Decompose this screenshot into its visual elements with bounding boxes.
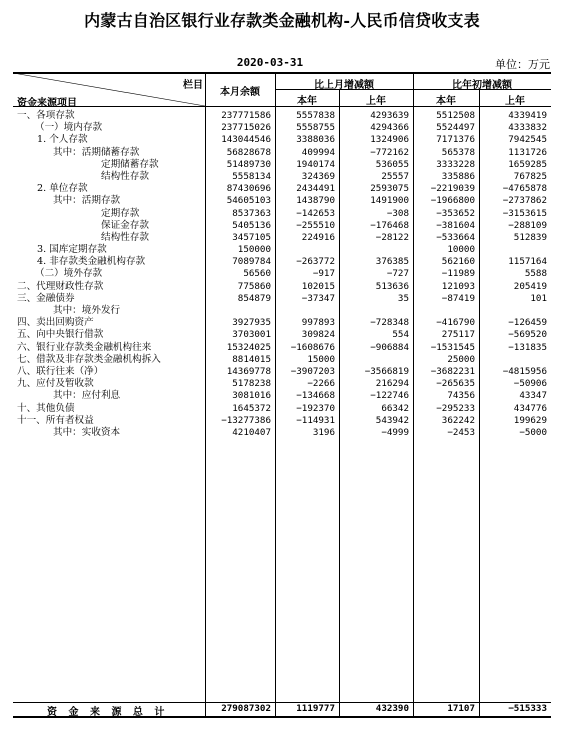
cell-ytd-this-year: −353652: [436, 207, 475, 219]
cell-balance: 1645372: [232, 402, 271, 414]
table-row: [13, 232, 551, 244]
cell-ytd-last-year: −131835: [508, 341, 547, 353]
row-label: 其中：活期储蓄存款: [53, 146, 140, 158]
cell-ytd-last-year: −4765878: [502, 183, 547, 195]
cell-balance: 5178238: [232, 378, 271, 390]
cell-month-this-year: 3196: [312, 426, 335, 438]
cell-balance: 237715026: [221, 122, 271, 134]
row-label: 二、代理财政性存款: [17, 280, 104, 292]
total-month-last-year: 432390: [375, 703, 409, 714]
cell-balance: 143044546: [221, 134, 271, 146]
cell-month-this-year: 3388036: [296, 134, 335, 146]
cell-month-this-year: 1438790: [296, 195, 335, 207]
row-label: 3. 国库定期存款: [37, 244, 107, 256]
row-label: 五、向中央银行借款: [17, 329, 104, 341]
cell-balance: −13277386: [221, 414, 271, 426]
cell-ytd-last-year: −569520: [508, 329, 547, 341]
total-label: 资 金 来 源 总 计: [47, 707, 169, 718]
cell-month-last-year: −728348: [370, 317, 409, 329]
cell-month-this-year: 2434491: [296, 183, 335, 195]
table-row: [13, 159, 551, 171]
table-body: [13, 110, 551, 439]
cell-balance: 54605103: [226, 195, 271, 207]
table-row: [13, 415, 551, 427]
cell-month-last-year: 216294: [375, 378, 409, 390]
cell-balance: 775860: [237, 280, 271, 292]
cell-ytd-last-year: 199629: [513, 414, 547, 426]
cell-ytd-last-year: 1659285: [508, 158, 547, 170]
cell-month-this-year: 309824: [301, 329, 335, 341]
table-row: [13, 427, 551, 439]
row-label: 1. 个人存款: [37, 134, 88, 146]
cell-ytd-this-year: −87419: [441, 292, 475, 304]
row-label: 2. 单位存款: [37, 183, 88, 195]
row-label: 十、其他负债: [17, 402, 75, 414]
cell-ytd-last-year: −5000: [519, 426, 547, 438]
cell-month-last-year: 4294366: [370, 122, 409, 134]
total-month-this-year: 1119777: [296, 703, 335, 714]
cell-ytd-last-year: 5588: [524, 268, 547, 280]
table-row: [13, 305, 551, 317]
cell-ytd-last-year: −288109: [508, 219, 547, 231]
cell-ytd-last-year: 101: [530, 292, 547, 304]
cell-month-last-year: 543942: [375, 414, 409, 426]
row-label: 九、应付及暂收款: [17, 378, 94, 390]
cell-month-this-year: −114931: [296, 414, 335, 426]
cell-month-last-year: 536055: [375, 158, 409, 170]
cell-balance: 14369778: [226, 365, 271, 377]
cell-ytd-last-year: 1131726: [508, 146, 547, 158]
cell-ytd-last-year: 434776: [513, 402, 547, 414]
table-row: [13, 134, 551, 146]
cell-month-last-year: 4293639: [370, 110, 409, 121]
total-row: [13, 703, 551, 717]
cell-month-last-year: 513636: [375, 280, 409, 292]
cell-month-last-year: −4999: [381, 426, 409, 438]
cell-month-last-year: 25557: [381, 170, 409, 182]
cell-ytd-this-year: −2453: [447, 426, 475, 438]
cell-ytd-this-year: 74356: [447, 390, 475, 402]
row-label: 定期存款: [101, 207, 140, 219]
header-col-label-top: 栏目: [183, 80, 203, 91]
table-row: [13, 171, 551, 183]
cell-balance: 5405136: [232, 219, 271, 231]
cell-ytd-last-year: 767825: [513, 170, 547, 182]
cell-month-last-year: −772162: [370, 146, 409, 158]
cell-month-this-year: −2266: [307, 378, 335, 390]
header-last-year-1: 上年: [366, 96, 386, 107]
cell-ytd-last-year: 43347: [519, 390, 547, 402]
table-row: [13, 293, 551, 305]
cell-balance: 854879: [237, 292, 271, 304]
cell-ytd-this-year: 362242: [441, 414, 475, 426]
unit-label: 单位：万元: [495, 58, 550, 71]
row-label: 结构性存款: [101, 231, 149, 243]
table-row: [13, 390, 551, 402]
cell-balance: 7089784: [232, 256, 271, 268]
cell-ytd-last-year: −2737862: [502, 195, 547, 207]
cell-ytd-this-year: −2219039: [430, 183, 475, 195]
header-this-year-2: 本年: [436, 96, 456, 107]
header-col-label-bottom: 资金来源项目: [17, 98, 77, 109]
credit-table: [13, 72, 551, 718]
report-date: 2020-03-31: [236, 56, 304, 69]
row-label: （一）境内存款: [35, 122, 103, 134]
cell-month-last-year: −28122: [375, 231, 409, 243]
cell-month-this-year: −263772: [296, 256, 335, 268]
cell-balance: 8814015: [232, 353, 271, 365]
row-label: 其中：活期存款: [53, 195, 121, 207]
cell-month-this-year: −1608676: [290, 341, 335, 353]
cell-ytd-this-year: −381604: [436, 219, 475, 231]
cell-month-this-year: −37347: [301, 292, 335, 304]
cell-ytd-this-year: 3333228: [436, 158, 475, 170]
total-balance: 279087302: [221, 703, 271, 714]
table-row: [13, 342, 551, 354]
cell-ytd-last-year: 7942545: [508, 134, 547, 146]
cell-balance: 3927935: [232, 317, 271, 329]
cell-month-this-year: −255510: [296, 219, 335, 231]
row-label: 4. 非存款类金融机构存款: [37, 256, 146, 268]
cell-balance: 8537363: [232, 207, 271, 219]
row-label: 定期储蓄存款: [101, 158, 159, 170]
table-row: [13, 268, 551, 280]
cell-month-last-year: 1491900: [370, 195, 409, 207]
cell-balance: 3457105: [232, 231, 271, 243]
table-row: [13, 244, 551, 256]
cell-month-last-year: −308: [386, 207, 409, 219]
cell-balance: 56828678: [226, 146, 271, 158]
row-label: 结构性存款: [101, 170, 149, 182]
cell-month-last-year: 66342: [381, 402, 409, 414]
cell-month-last-year: −3566819: [364, 365, 409, 377]
cell-ytd-this-year: 565378: [441, 146, 475, 158]
cell-balance: 51489730: [226, 158, 271, 170]
cell-month-last-year: 554: [392, 329, 409, 341]
cell-month-last-year: 1324906: [370, 134, 409, 146]
cell-ytd-last-year: −50906: [513, 378, 547, 390]
table-row: [13, 317, 551, 329]
row-label: 其中：实收资本: [53, 426, 121, 438]
cell-month-this-year: 324369: [301, 170, 335, 182]
cell-balance: 3081016: [232, 390, 271, 402]
cell-month-last-year: −122746: [370, 390, 409, 402]
cell-month-this-year: −134668: [296, 390, 335, 402]
table-row: [13, 208, 551, 220]
table-row: [13, 281, 551, 293]
cell-ytd-this-year: 562160: [441, 256, 475, 268]
cell-ytd-last-year: −3153615: [502, 207, 547, 219]
row-label: 十一、所有者权益: [17, 414, 94, 426]
cell-month-this-year: 102015: [301, 280, 335, 292]
total-ytd-this-year: 17107: [447, 703, 475, 714]
cell-ytd-this-year: 5524497: [436, 122, 475, 134]
cell-ytd-this-year: 10000: [447, 244, 475, 256]
cell-ytd-last-year: 4339419: [508, 110, 547, 121]
cell-ytd-this-year: 335886: [441, 170, 475, 182]
cell-month-this-year: 224916: [301, 231, 335, 243]
cell-ytd-this-year: 7171376: [436, 134, 475, 146]
cell-month-this-year: 409994: [301, 146, 335, 158]
header-balance: 本月余额: [220, 87, 260, 98]
cell-month-this-year: −192370: [296, 402, 335, 414]
cell-balance: 56560: [243, 268, 271, 280]
cell-month-this-year: −917: [312, 268, 335, 280]
table-row: [13, 256, 551, 268]
cell-balance: 150000: [237, 244, 271, 256]
table-row: [13, 195, 551, 207]
row-label: 一、各项存款: [17, 110, 75, 121]
cell-month-last-year: −176468: [370, 219, 409, 231]
total-ytd-last-year: −515333: [508, 703, 547, 714]
table-row: [13, 403, 551, 415]
cell-ytd-last-year: 512839: [513, 231, 547, 243]
cell-ytd-this-year: −1966800: [430, 195, 475, 207]
cell-month-last-year: 35: [397, 292, 409, 304]
header-this-year-1: 本年: [297, 96, 317, 107]
header-vs-last-month: 比上月增减额: [314, 80, 374, 91]
header-vs-year-start: 比年初增减额: [452, 80, 512, 91]
cell-ytd-this-year: −265635: [436, 378, 475, 390]
cell-month-this-year: 5557838: [296, 110, 335, 121]
page-title: 内蒙古自治区银行业存款类金融机构-人民币信贷收支表: [84, 11, 480, 30]
cell-balance: 15324025: [226, 341, 271, 353]
row-label: 四、卖出回购资产: [17, 317, 94, 329]
cell-month-last-year: −727: [386, 268, 409, 280]
cell-ytd-this-year: 275117: [441, 329, 475, 341]
table-row: [13, 354, 551, 366]
row-label: （二）境外存款: [35, 268, 103, 280]
cell-ytd-this-year: −3682231: [430, 365, 475, 377]
cell-month-this-year: −142653: [296, 207, 335, 219]
cell-balance: 3703001: [232, 329, 271, 341]
row-label: 六、银行业存款类金融机构往来: [17, 341, 152, 353]
table-row: [13, 122, 551, 134]
cell-ytd-this-year: −11989: [441, 268, 475, 280]
cell-ytd-this-year: 121093: [441, 280, 475, 292]
cell-month-last-year: −906884: [370, 341, 409, 353]
cell-month-this-year: 5558755: [296, 122, 335, 134]
cell-ytd-this-year: −416790: [436, 317, 475, 329]
cell-ytd-last-year: −126459: [508, 317, 547, 329]
cell-ytd-last-year: −4815956: [502, 365, 547, 377]
cell-balance: 237771586: [221, 110, 271, 121]
row-label: 三、金融债券: [17, 292, 75, 304]
cell-ytd-last-year: 4333832: [508, 122, 547, 134]
row-label: 保证金存款: [101, 219, 149, 231]
table-row: [13, 220, 551, 232]
cell-month-this-year: −3907203: [290, 365, 335, 377]
cell-ytd-this-year: −533664: [436, 231, 475, 243]
cell-ytd-this-year: 25000: [447, 353, 475, 365]
header-last-year-2: 上年: [505, 96, 525, 107]
cell-month-last-year: 2593075: [370, 183, 409, 195]
row-label: 其中：境外发行: [53, 305, 121, 316]
cell-month-this-year: 997893: [301, 317, 335, 329]
row-label: 其中：应付利息: [53, 390, 121, 402]
cell-ytd-this-year: −1531545: [430, 341, 475, 353]
row-label: 八、联行往来（净）: [17, 365, 104, 377]
table-row: [13, 147, 551, 159]
table-row: [13, 110, 551, 122]
cell-ytd-last-year: 1157164: [508, 256, 547, 268]
table-row: [13, 366, 551, 378]
cell-ytd-this-year: −295233: [436, 402, 475, 414]
cell-balance: 5558134: [232, 170, 271, 182]
cell-ytd-this-year: 5512508: [436, 110, 475, 121]
cell-month-this-year: 15000: [307, 353, 335, 365]
row-label: 七、借款及非存款类金融机构拆入: [17, 353, 161, 365]
cell-month-last-year: 376385: [375, 256, 409, 268]
cell-ytd-last-year: 205419: [513, 280, 547, 292]
cell-balance: 4210407: [232, 426, 271, 438]
cell-month-this-year: 1940174: [296, 158, 335, 170]
cell-balance: 87430696: [226, 183, 271, 195]
table-row: [13, 378, 551, 390]
table-row: [13, 183, 551, 195]
table-row: [13, 329, 551, 341]
